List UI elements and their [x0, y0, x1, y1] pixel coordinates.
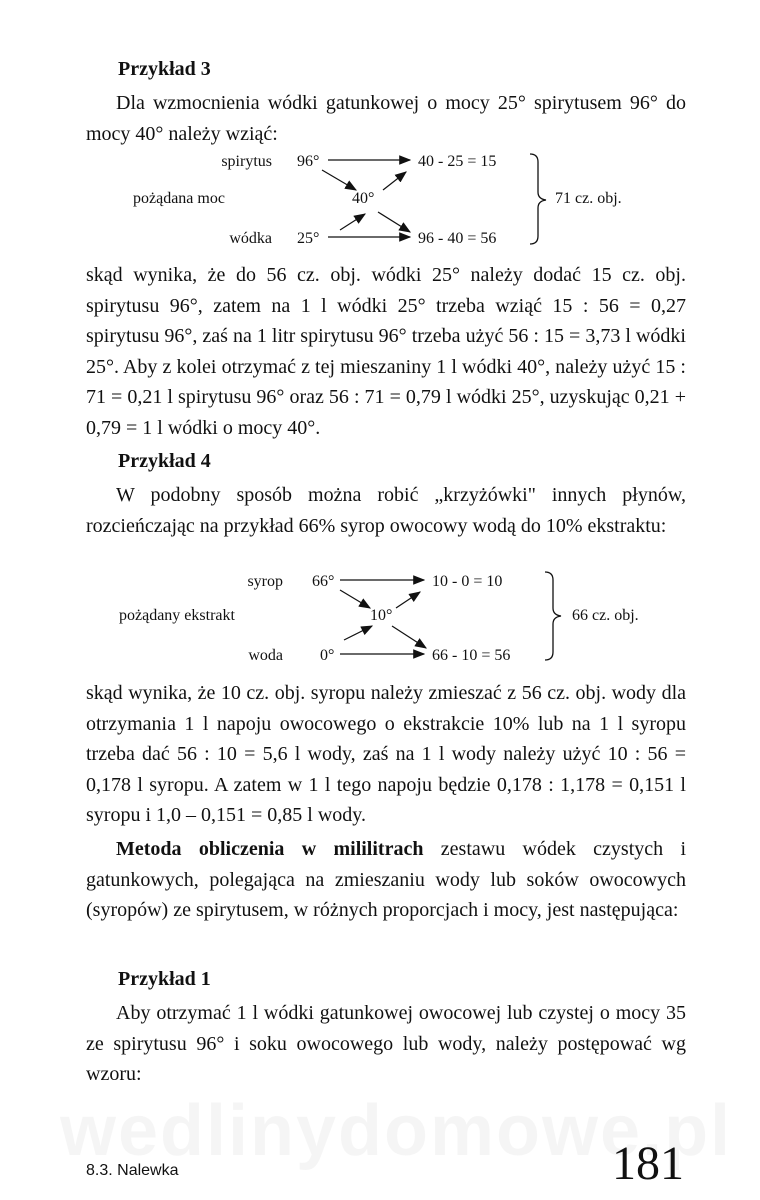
ex4-label-top: syrop — [247, 573, 283, 590]
ex4-arrow-diag-4 — [392, 626, 426, 648]
ex4-result-top: 10 - 0 = 10 — [432, 573, 503, 590]
ex3-value-bottom: 25° — [297, 230, 320, 247]
ex3-result-bottom: 96 - 40 = 56 — [418, 230, 497, 247]
ex3-label-bottom: wódka — [229, 230, 272, 247]
ex4-label-mid: pożądany ekstrakt — [119, 607, 235, 624]
example3-explanation: skąd wynika, że do 56 cz. obj. wódki 25° należy dodać 15 cz. obj. spirytusu 96°, zatem na 1 l wódki 25° trzeba wziąć 15 : 56 = 0,27 spirytusu 96°, zaś na 1 litr spirytusu 96° trzeba użyć 56 : 15 = 3,73 l wódki 25°. Aby z kolei otrzymać z tej mieszaniny 1 l wódki 40°, należy użyć 15 : 71 = 0,21 l spirytusu 96° oraz 56 : 71 = 0,79 l wódki 25°, uzyskując 0,21 + 0,79 = 1 l wódki o mocy 40°. — [86, 264, 686, 439]
method-paragraph: Metoda obliczenia w mililitrach zestawu wódek czystych i gatunkowych, polegająca na zmieszaniu wody lub soków owocowych (syropów) ze spirytusem, w różnych proporcjach i mocy, jest następująca: — [86, 838, 686, 922]
ex3-value-mid: 40° — [352, 190, 375, 207]
ex3-label-top: spirytus — [221, 153, 272, 170]
ex3-result-top: 40 - 25 = 15 — [418, 153, 497, 170]
ex3-total: 71 cz. obj. — [555, 190, 622, 207]
ex4-value-top: 66° — [312, 573, 335, 590]
ex3-label-mid: pożądana moc — [133, 190, 225, 207]
ex4-result-bottom: 66 - 10 = 56 — [432, 647, 511, 664]
ex4-arrow-diag-3 — [396, 592, 420, 608]
page-number: 181 — [612, 1137, 684, 1190]
ex4-value-mid: 10° — [370, 607, 393, 624]
ex4-brace — [545, 572, 561, 660]
ex4-value-bottom: 0° — [320, 647, 335, 664]
ex4-arrow-diag-1 — [340, 590, 370, 608]
example4-intro: W podobny sposób można robić „krzyżówki" innych płynów, rozcieńczając na przykład 66% syrop owocowy wodą do 10% ekstraktu: — [86, 484, 686, 537]
ex4-label-bottom: woda — [248, 647, 283, 664]
method-lead: Metoda obliczenia w mililitrach — [116, 838, 424, 860]
ex3-value-top: 96° — [297, 153, 320, 170]
example3-heading: Przykład 3 — [118, 58, 211, 80]
footer-section: 8.3. Nalewka — [86, 1162, 179, 1179]
example1-heading: Przykład 1 — [118, 968, 211, 990]
ex4-arrow-diag-2 — [344, 626, 372, 640]
example1-intro: Aby otrzymać 1 l wódki gatunkowej owocowej lub czystej o mocy 35 ze spirytusu 96° i soku owocowego lub wody, należy postępować wg wzoru: — [86, 1002, 686, 1086]
example3-intro: Dla wzmocnienia wódki gatunkowej o mocy 25° spirytusem 96° do mocy 40° należy wziąć: — [86, 92, 686, 145]
example4-explanation: skąd wynika, że 10 cz. obj. syropu należy zmieszać z 56 cz. obj. wody dla otrzymania 1 l napoju owocowego o ekstrakcie 10% lub na 1 l syropu trzeba dać 56 : 10 = 5,6 l wody, zaś na 1 l wody należy użyć 10 : 56 = 0,178 l syropu. A zatem w 1 l tego napoju będzie 0,178 : 1,178 = 0,151 l syropu i 1,0 – 0,151 = 0,85 l wody. — [86, 682, 686, 827]
example4-heading: Przykład 4 — [118, 450, 211, 472]
ex4-total: 66 cz. obj. — [572, 607, 639, 624]
